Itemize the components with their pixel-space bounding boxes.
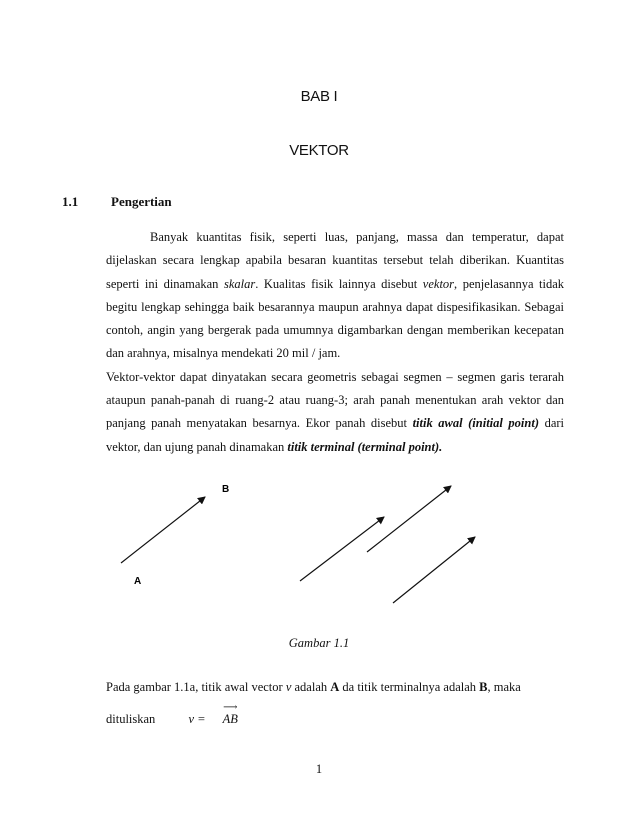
term-scalar: skalar <box>223 276 256 291</box>
formula-rhs-wrap <box>222 702 238 727</box>
body-text <box>106 226 564 459</box>
label-b: B <box>222 484 230 495</box>
paragraph-1-text-b: . Kualitas fisik lainnya disebut <box>255 276 423 291</box>
formula <box>106 702 238 727</box>
formula-lhs: v = <box>188 712 206 726</box>
bottom-v: v <box>285 680 292 694</box>
paragraph-1 <box>106 226 564 366</box>
vector-arrow-3 <box>367 486 451 552</box>
vector-figure <box>0 470 638 620</box>
vector-arrow-4 <box>393 537 475 603</box>
bottom-text-1: Pada gambar 1.1a, titik awal vector <box>106 680 286 694</box>
figure-caption: Gambar 1.1 <box>288 636 350 650</box>
bottom-text-2: adalah <box>291 680 331 694</box>
term-terminal-point: titik terminal (terminal point). <box>287 439 443 454</box>
paragraph-1-text: Banyak kuantitas fisik, seperti luas, panjang, massa dan temperatur, dapat dijelaskan secara lengkap apabila besaran kuantitas tersebut telah diberikan. Kuantitas seperti ini dinamakan <box>106 230 564 291</box>
section-title: Pengertian <box>111 194 172 209</box>
paragraph-2-text: Vektor-vektor dapat dinyatakan secara geometris sebagai segmen – segmen garis terarah ataupun panah-panah di ruang-2 atau ruang-3; arah panah menentukan arah vektor dan panjang panah menyatakan besarnya. Ekor panah disebut <box>106 369 564 431</box>
label-a: A <box>134 576 142 587</box>
paragraph-2 <box>106 366 564 459</box>
formula-prefix: dituliskan <box>106 712 156 726</box>
chapter-heading: BAB I <box>300 88 338 105</box>
bottom-b: B <box>479 680 488 694</box>
formula-rhs: AB <box>222 712 238 726</box>
term-vector: vektor <box>422 276 455 291</box>
bottom-a: A <box>330 680 340 694</box>
paragraph-1-text-c: , penjelasannya tidak begitu lengkap sehingga baik besarannya maupun arahnya dapat dispesifikasikan. Sebagai contoh, angin yang bergerak pada umumnya digambarkan dengan memberikan kecepatan dan arahnya, misalnya mendekati 20 mil / jam. <box>106 276 565 361</box>
bottom-paragraph <box>106 680 564 695</box>
chapter-title: VEKTOR <box>289 142 349 159</box>
bottom-text-4: , maka <box>487 680 521 694</box>
page-number: 1 <box>315 762 323 776</box>
bottom-text-3: da titik terminalnya adalah <box>339 680 480 694</box>
section-number: 1.1 <box>62 194 79 209</box>
term-initial-point: titik awal (initial point) <box>412 416 539 431</box>
paragraph-2-text-b: dari vektor, dan ujung panah dinamakan <box>106 416 564 454</box>
overline-arrow-icon: ⟶ <box>223 702 238 713</box>
vector-arrow-ab <box>121 497 205 563</box>
